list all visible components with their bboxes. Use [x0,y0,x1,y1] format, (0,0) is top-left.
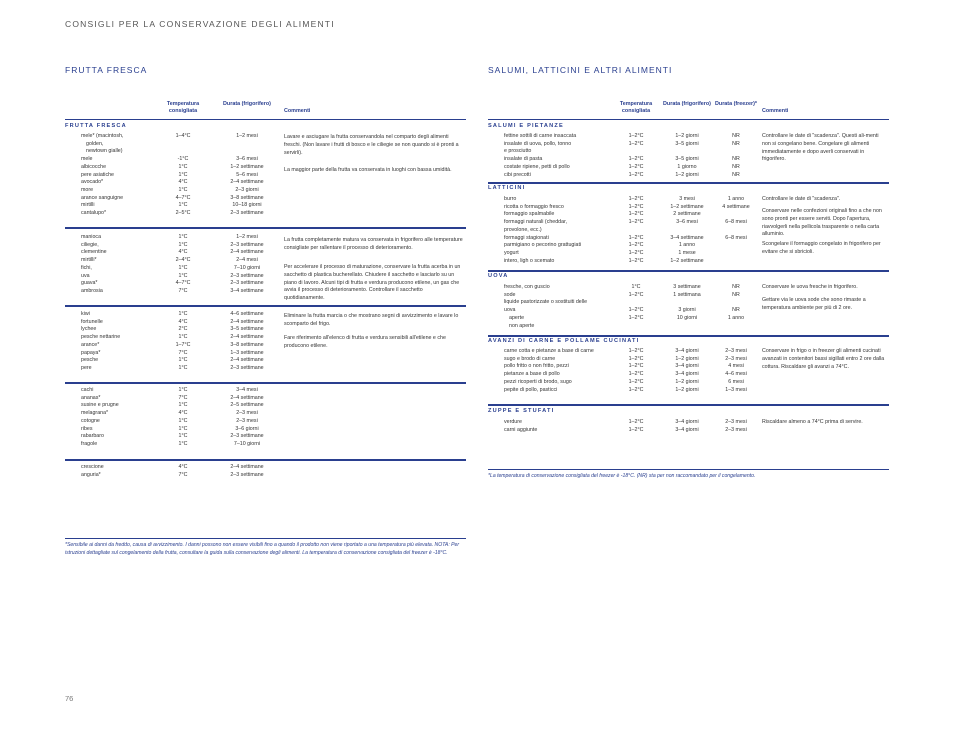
comment-text: Scongelare il formaggio congelato in frigorifero per evitare che si sbricioli. [762,241,881,255]
item-temp: 1–2°C [628,196,644,202]
item-duration: 1–2 settimane [230,163,264,170]
item-name: pietanze a base di pollo [504,371,560,378]
item-duration: 2–3 settimane [230,364,264,371]
item-name: mele [81,156,93,163]
block-divider [65,382,466,384]
comment-text: La maggior parte della frutta va conservata in luoghi con bassa umidità. [284,167,452,173]
right-col-duration: Durata (frigorifero) [663,101,711,107]
item-temp: 1°C [178,433,188,440]
comment-text: Conservare nelle confezioni originali fino a che non sono pronti per essere serviti. Dopo l'apertura, riavvolgerli nella pellicola trasparente o nella carta alluminio. [762,208,882,238]
item-duration: 2–3 settimane [230,210,264,216]
item-duration: 5–6 mesi [236,171,258,178]
left-footnote-b: NOTA: Per istruzioni dettagliate sul congelamento della frutta, consultare la guida sulla conservazione degli alimenti. [65,542,460,556]
item-temp: 1–2°C [628,291,644,298]
item-duration: 3–6 mesi [676,219,698,226]
item-freezer: NR [732,284,740,290]
item-name: pepite di pollo, pasticci [504,386,558,393]
item-name: golden, [86,140,104,147]
item-temp: 2–4°C [175,257,191,264]
comment-text: Lavare e asciugare la frutta conservandola nel comparto degli alimenti freschi. (Non lavare i frutti di bosco e le ciliegie se non quando si è pronti a servirli). [284,134,459,156]
item-name: aperte [509,314,525,321]
item-name: avocado* [81,179,104,186]
item-name: cantalupo* [81,210,107,216]
item-name: fettine sottili di carne insaccata [504,133,577,139]
left-footnote-rule [65,538,466,539]
item-freezer: NR [732,171,740,178]
group-divider [488,182,889,184]
group-divider [488,270,889,272]
item-temp: 1–2°C [628,211,644,218]
item-temp: 1–2°C [628,140,644,147]
item-duration: 2–5 settimane [230,402,264,409]
item-temp: 1–2°C [628,386,644,393]
item-name: melagrana* [81,410,109,417]
item-temp: -1°C [177,156,189,163]
comment-text: Gettare via le uova sode che sono rimaste a temperatura ambiente per più di 2 ore. [762,297,866,311]
comment-text: Per accelerare il processo di maturazione, conservare la frutta acerba in un sacchetto di plastica bucherellato. Chiudere il sacchetto e lasciarlo su un piano di lavoro. Alcuni tipi di frutta e verdura producono etilene, un gas che avvia il processo di deterioramento. Controllare il sacchetto quotidianamente. [284,264,461,302]
comment-text: Conservare in frigo o in freezer gli alimenti cucinati avanzati in contenitori bassi sigillati entro 2 ore dalla cottura. Riscaldare gli avanzi a 74°C. [762,348,885,370]
item-name: intero, ligh o scemato [504,257,555,264]
item-duration: 1–3 settimane [230,349,264,356]
item-name: arance sanguigne [81,194,124,201]
item-duration: 3–4 giorni [675,419,699,425]
item-duration: 1–2 settimane [670,203,704,210]
item-name: arance* [81,341,100,348]
item-temp: 1–2°C [628,203,644,210]
item-freezer: 2–3 mesi [725,426,747,433]
item-duration: 3–5 giorni [675,156,699,163]
item-freezer: 4–6 mesi [725,371,747,378]
item-name: pesche [81,357,99,364]
item-duration: 1–2 mesi [236,234,258,240]
item-temp: 1–2°C [628,363,644,370]
item-name: clementine [81,249,107,256]
item-temp: 1–2°C [628,307,644,314]
item-duration: 2–3 settimane [230,433,264,440]
item-duration: 2–3 settimane [230,241,264,248]
item-name: non aperte [509,322,535,329]
item-temp: 1–2°C [628,234,644,241]
item-temp: 1°C [178,311,188,317]
left-col-temp: Temperatura consigliata [166,101,200,114]
item-duration: 10 giorni [676,314,698,321]
item-name: mele* (macintosh, [81,133,124,139]
item-temp: 2–5°C [175,210,191,216]
right-col-temp: Temperatura consigliata [619,101,653,114]
item-freezer: NR [732,291,740,298]
item-temp: 4–7°C [175,280,191,287]
item-name: susine e prugne [81,402,119,409]
item-temp: 1°C [178,357,188,364]
item-duration: 2–4 mesi [236,257,258,264]
item-duration: 3–4 giorni [675,426,699,433]
item-duration: 1 anno [678,242,696,249]
item-duration: 3–6 mesi [236,156,258,163]
item-name: cotogne [81,417,100,424]
item-temp: 1–2°C [628,419,644,425]
comment-text: Conservare le uova fresche in frigorifero. [762,284,858,290]
item-temp: 1°C [178,171,188,178]
item-duration: 2 settimane [673,211,701,218]
item-freezer: 4 mesi [728,363,744,370]
item-temp: 1–2°C [628,314,644,321]
item-name: ribes [81,425,93,432]
item-duration: 1 giorno [677,163,697,170]
item-name: uva [81,272,90,279]
group-title: UOVA [488,273,509,279]
item-name: yogurt [504,249,519,256]
item-temp: 1–2°C [628,257,644,264]
item-name: costate ripiene, petti di pollo [504,163,570,170]
item-duration: 2–4 settimane [230,357,264,364]
item-duration: 2–4 settimane [230,334,264,341]
page-number: 76 [65,694,74,703]
comment-text: Controllare le date di "scadenza". Questi ali-menti non si congelano bene. Congelare gli alimenti immediatamente e dopo averli conservati in frigorifero. [762,133,879,163]
item-temp: 1–2°C [628,242,644,249]
item-duration: 3–5 giorni [675,140,699,147]
item-duration: 1–2 giorni [675,378,699,385]
group-divider [488,335,889,337]
item-name: sode [504,291,516,298]
item-temp: 1°C [178,387,188,393]
item-name: uova [504,307,516,314]
left-footnote-c: La temperatura di conservazione consigliata del freezer è -18°C. [302,550,448,556]
item-duration: 1–2 mesi [236,133,258,139]
item-temp: 1°C [631,284,641,290]
item-temp: 1°C [178,402,188,409]
item-duration: 3 giorni [678,307,696,314]
right-footnote: *La temperatura di conservazione consigliata del freezer è -18°C. (NR) sta per non raccomandato per il congelamento. [488,473,756,479]
item-temp: 4°C [178,179,188,186]
item-temp: 1–2°C [628,371,644,378]
item-duration: 2–4 settimane [230,464,264,470]
left-footnote-a: *Sensibile ai danni da freddo, causa di avvizzimento. I danni possono non essere visibili fino a quando il prodotto non viene riportato a una temperatura più elevata. [65,542,434,548]
item-duration: 2–3 settimane [230,272,264,279]
item-freezer: 2–3 mesi [725,419,747,425]
item-name: burro [504,196,517,202]
item-temp: 7°C [178,471,188,478]
item-name: rabarbaro [81,433,104,440]
comment-text: Controllare le date di "scadenza". [762,196,841,202]
item-name: pere asiatiche [81,171,114,178]
item-duration: 1–2 settimane [670,257,704,264]
item-temp: 1°C [178,334,188,341]
item-freezer: NR [732,133,740,139]
item-freezer: 1–3 mesi [725,386,747,393]
item-temp: 7°C [178,349,188,356]
item-temp: 1–2°C [628,133,644,139]
item-freezer: 1 anno [727,314,745,321]
item-name: kiwi [81,311,90,317]
comment-text: Eliminare la frutta marcia o che mostrano segni di avvizzimento e lavare lo scomparto del frigo. [284,313,459,327]
item-name: e prosciutto [504,148,532,155]
item-name: cachi [81,387,94,393]
left-footnote [65,541,467,557]
item-duration: 2–4 settimane [230,318,264,325]
item-temp: 7°C [178,287,188,294]
item-duration: 7–10 giorni [233,264,261,271]
item-name: papaya* [81,349,101,356]
item-duration: 1–2 giorni [675,133,699,139]
item-name: ananas* [81,394,101,401]
item-name: ciliegie, [81,241,99,248]
item-name: lychee [81,326,97,333]
item-temp: 1°C [178,241,188,248]
item-name: insalate di uova, pollo, tonno [504,140,572,147]
item-freezer: 6 mesi [728,378,744,385]
item-duration: 3–4 giorni [675,348,699,354]
item-freezer: 2–3 mesi [725,348,747,354]
block-divider [65,227,466,229]
group-divider [488,404,889,406]
item-name: fragole [81,440,98,447]
group-title: LATTICINI [488,185,526,191]
item-temp: 1–2°C [628,249,644,256]
item-duration: 1–2 giorni [675,171,699,178]
group-title: ZUPPE E STUFATI [488,408,555,414]
item-duration: 3–4 mesi [236,387,258,393]
item-name: formaggi naturali (cheddar, [504,219,568,226]
item-temp: 1°C [178,272,188,279]
item-duration: 3–4 giorni [675,371,699,378]
item-temp: 4–7°C [175,194,191,201]
item-temp: 1–2°C [628,378,644,385]
page-header: CONSIGLI PER LA CONSERVAZIONE DEGLI ALIMENTI [65,19,335,29]
group-title: AVANZI DI CARNE E POLLAME CUCINATI [488,338,640,344]
item-name: pollo fritto o non fritto, pezzi [504,363,569,370]
item-name: mirtilli [81,202,95,209]
item-name: formaggi stagionati [504,234,549,241]
item-freezer: 4 settimane [722,203,750,210]
item-duration: 3–8 settimane [230,194,264,201]
item-temp: 1–2°C [628,163,644,170]
comment-text: La frutta completamente matura va conservata in frigorifero alle temperature consigliate per rallentare il processo di deterioramento. [284,237,463,251]
item-name: crescione [81,464,104,470]
item-name: fortunelle [81,318,103,325]
item-duration: 7–10 giorni [233,440,261,447]
item-name: more [81,186,94,193]
left-header-rule [65,119,466,120]
item-name: verdure [504,419,522,425]
item-name: pezzi ricoperti di brodo, sugo [504,378,572,385]
item-freezer: NR [732,140,740,147]
item-duration: 3–4 settimane [230,287,264,294]
item-name: pesche nettarine [81,334,121,341]
item-duration: 3–4 giorni [675,363,699,370]
item-temp: 4°C [178,318,188,325]
item-duration: 4–6 settimane [230,311,264,317]
item-duration: 10–18 giorni [232,202,262,209]
item-duration: 1 settimana [673,291,701,298]
right-header-rule [488,119,889,120]
right-col-freezer: Durata (freezer)* [715,101,757,107]
item-temp: 1–4°C [175,133,191,139]
item-freezer: 1 anno [727,196,745,202]
left-col-comments: Commenti [284,108,311,114]
item-name: fresche, con guscio [504,284,550,290]
item-name: liquide pastorizzate o sostituiti delle [504,299,588,306]
item-temp: 4°C [178,464,188,470]
item-temp: 4°C [178,249,188,256]
item-duration: 1–2 giorni [675,386,699,393]
item-name: insalate di pasta [504,156,543,163]
item-name: ambrosia [81,287,103,294]
item-name: mirtilli* [81,257,97,264]
comment-text: Fare riferimento all'elenco di frutta e verdura sensibili all'etilene e che producono etilene. [284,335,446,349]
item-freezer: 2–3 mesi [725,355,747,362]
item-temp: 4°C [178,410,188,417]
block-divider [65,305,466,307]
item-freezer: NR [732,307,740,314]
item-name: albicocche [81,163,107,170]
item-temp: 1–2°C [628,156,644,163]
item-name: formaggio spalmabile [504,211,555,218]
item-freezer: NR [732,156,740,163]
item-freezer: 6–8 mesi [725,234,747,241]
item-duration: 3–4 settimane [670,234,704,241]
comment-text: Riscaldare almeno a 74°C prima di servire. [762,419,863,425]
item-name: guava* [81,280,98,287]
item-temp: 7°C [178,394,188,401]
block-divider [65,459,466,461]
item-duration: 3–5 settimane [230,326,264,333]
item-temp: 1–2°C [628,355,644,362]
item-name: parmigiano o pecorino grattugiati [504,242,582,249]
item-temp: 1°C [178,425,188,432]
item-temp: 1°C [178,440,188,447]
item-duration: 2–3 settimane [230,471,264,478]
item-temp: 1°C [178,163,188,170]
right-col-comments: Commenti [762,108,789,114]
item-temp: 1°C [178,202,188,209]
item-temp: 1°C [178,264,188,271]
right-footnote-rule [488,469,889,470]
item-name: carne cotta e pietanze a base di carne [504,348,594,354]
item-duration: 2–3 mesi [236,410,258,417]
left-section-title: FRUTTA FRESCA [65,65,148,75]
item-name: carni aggiunte [504,426,538,433]
item-duration: 3–6 giorni [235,425,259,432]
item-temp: 1°C [178,234,188,240]
item-duration: 1–2 giorni [675,355,699,362]
item-freezer: NR [732,163,740,170]
item-duration: 3–8 settimane [230,341,264,348]
left-col-duration: Durata (frigorifero) [223,101,271,107]
item-name: sugo e brodo di carne [504,355,556,362]
item-temp: 1°C [178,417,188,424]
item-name: pere [81,364,92,371]
item-name: anguria* [81,471,101,478]
item-duration: 3 mesi [679,196,695,202]
item-temp: 1°C [178,364,188,371]
item-temp: 1–2°C [628,426,644,433]
right-section-title: SALUMI, LATTICINI E ALTRI ALIMENTI [488,65,673,75]
item-name: ricotta o formaggio fresco [504,203,564,210]
item-name: provolone, ecc.) [504,226,542,233]
item-temp: 2°C [178,326,188,333]
group-title: SALUMI E PIETANZE [488,123,564,129]
item-name: manioca [81,234,102,240]
item-duration: 2–3 settimane [230,280,264,287]
item-duration: 2–3 giorni [235,186,259,193]
item-duration: 2–3 mesi [236,417,258,424]
item-duration: 2–4 settimane [230,394,264,401]
item-temp: 1–2°C [628,348,644,354]
item-name: newtown gialle) [86,148,123,155]
item-temp: 1–2°C [628,219,644,226]
item-duration: 3 settimane [673,284,701,290]
item-temp: 1°C [178,186,188,193]
item-duration: 1 mese [678,249,696,256]
item-freezer: 6–8 mesi [725,219,747,226]
item-duration: 2–4 settimane [230,179,264,186]
item-name: cibi precotti [504,171,531,178]
item-name: fichi, [81,264,92,271]
left-group-title: FRUTTA FRESCA [65,123,127,129]
item-temp: 1–7°C [175,341,191,348]
item-temp: 1–2°C [628,171,644,178]
item-duration: 2–4 settimane [230,249,264,256]
